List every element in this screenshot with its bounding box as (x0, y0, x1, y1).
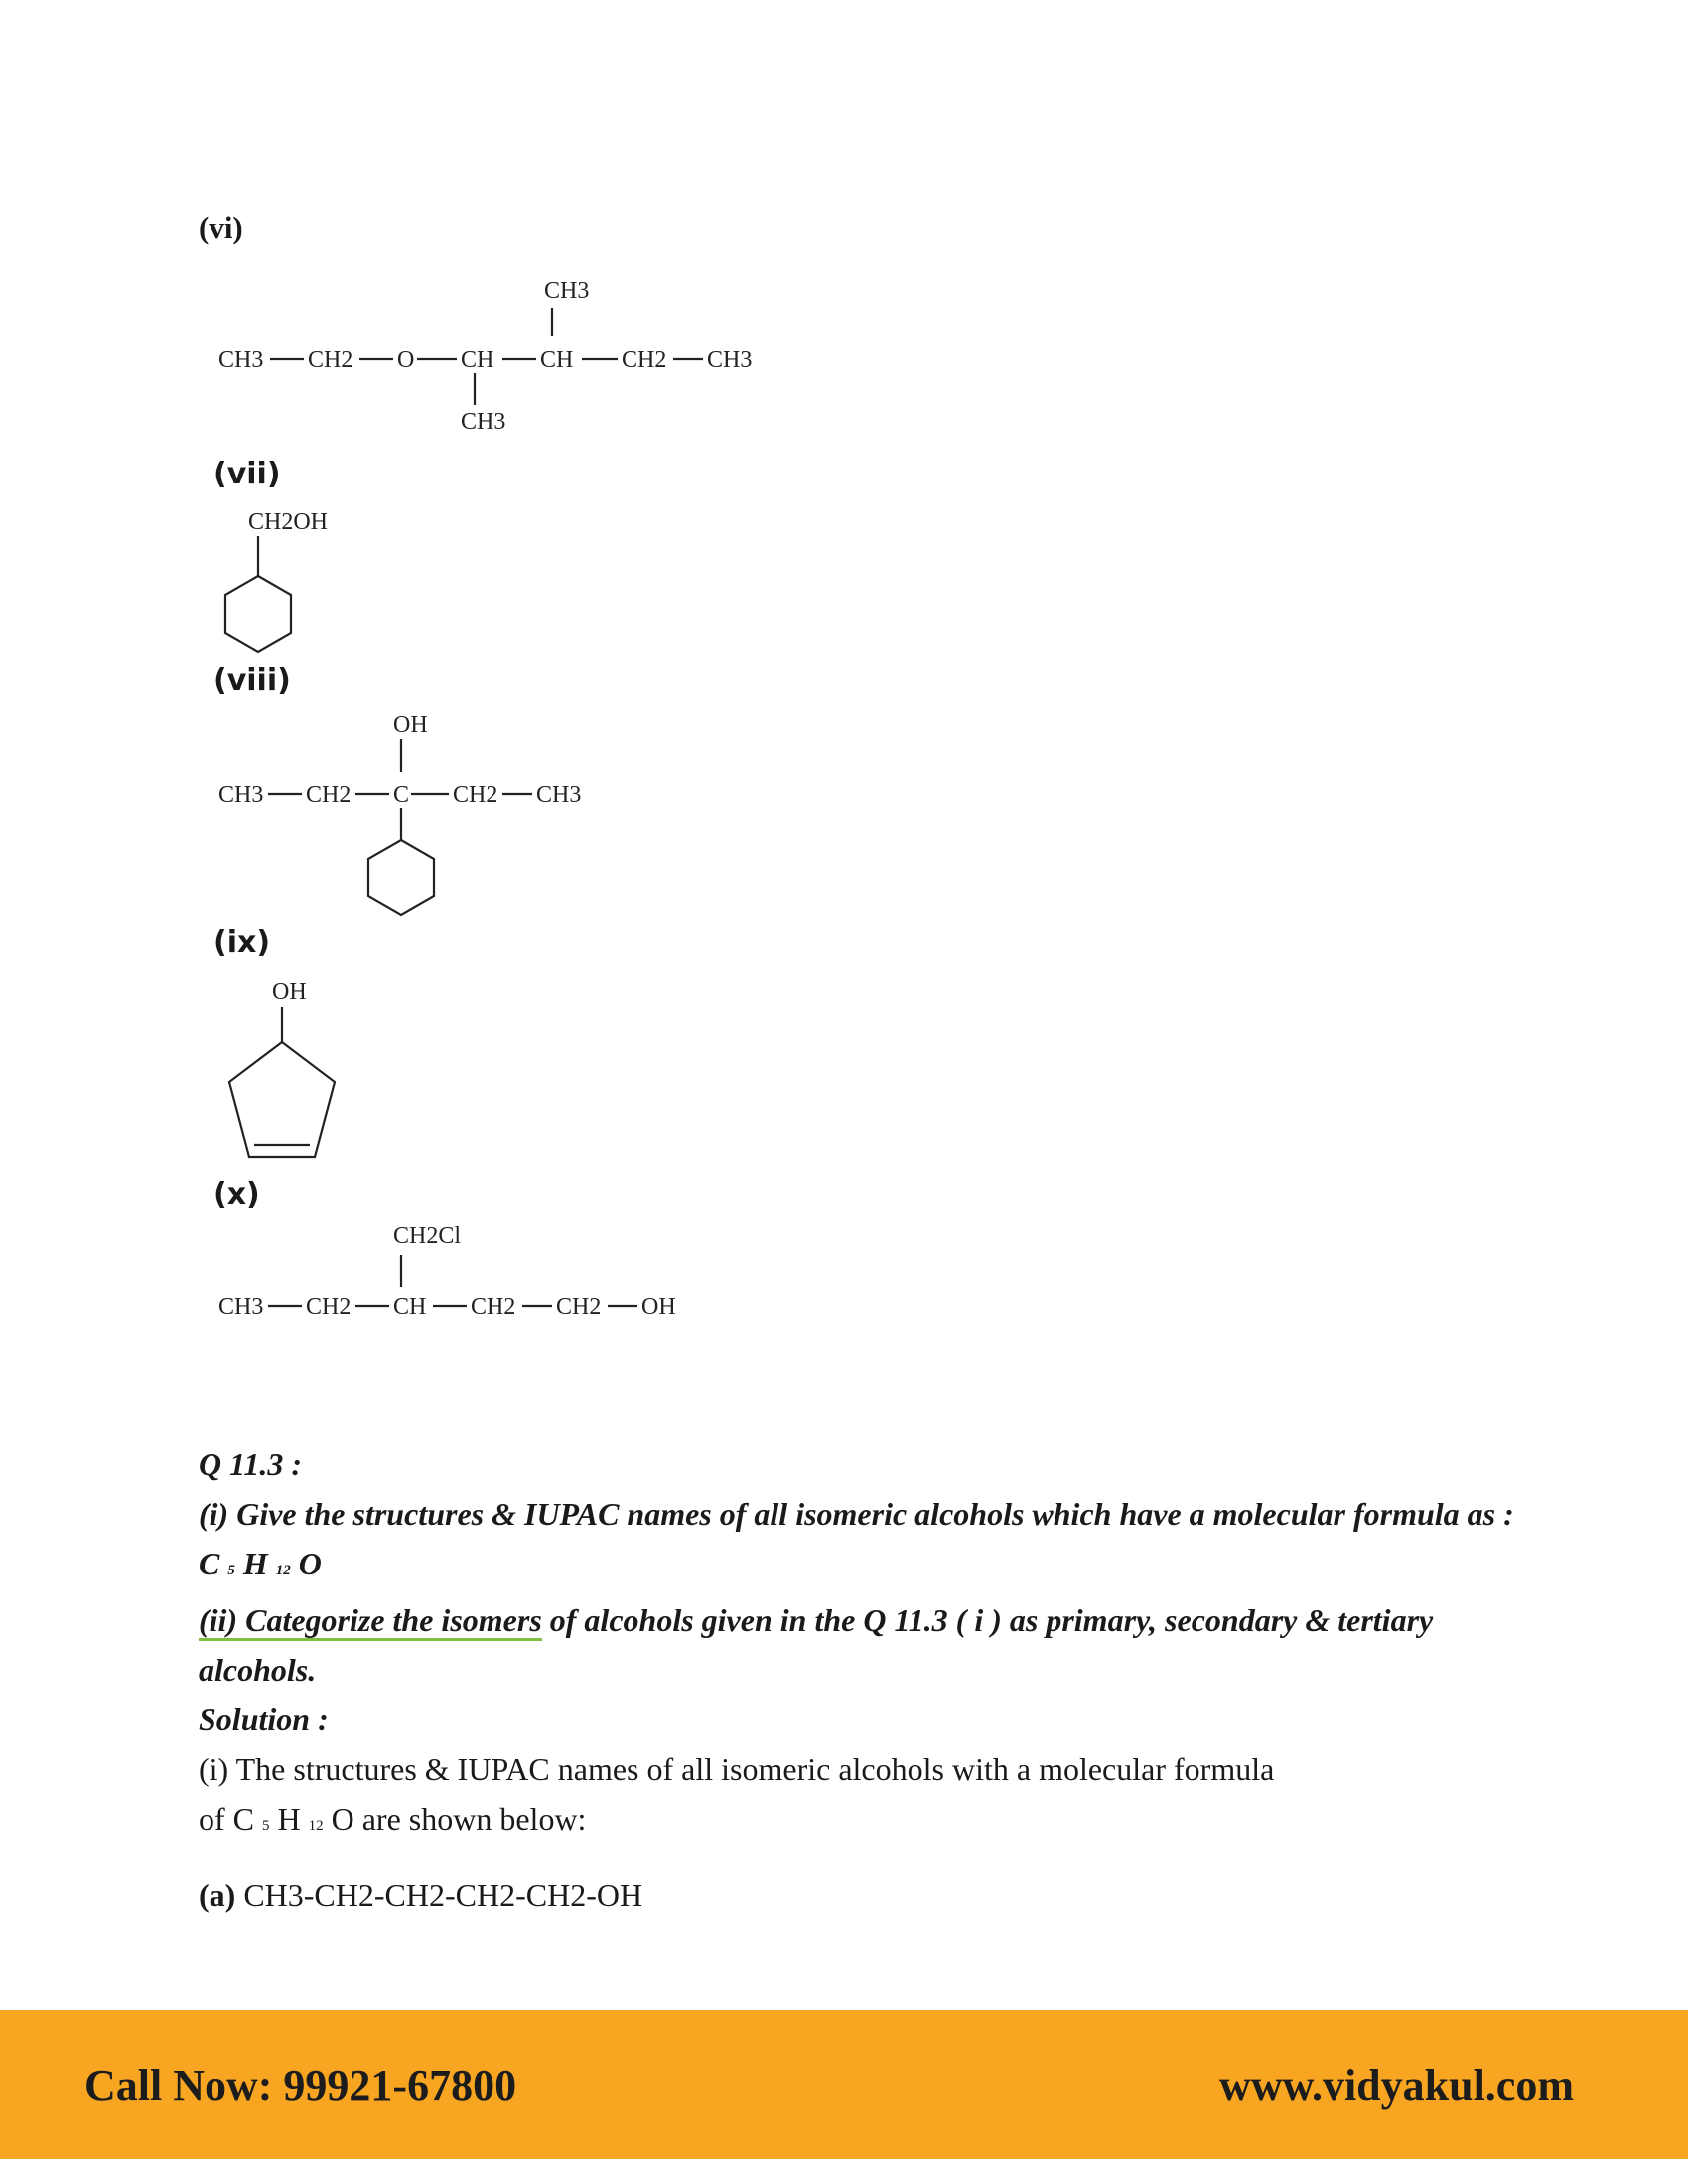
call-now-text[interactable]: Call Now: 99921-67800 (84, 2061, 517, 2110)
vi-chain-4: CH (540, 347, 574, 373)
website-link[interactable]: www.vidyakul.com (1219, 2061, 1574, 2110)
x-chain-3: CH2 (471, 1295, 516, 1320)
x-top-sub: CH2Cl (393, 1223, 462, 1249)
question-block (199, 1439, 1539, 1920)
x-chain-2: CH (393, 1295, 427, 1320)
vi-chain-5: CH2 (622, 347, 667, 373)
item-a: (a) CH3-CH2-CH2-CH2-CH2-OH (199, 1877, 643, 1913)
question-part-1: (i) Give the structures & IUPAC names of all isomeric alcohols which have a molecular formula as : (199, 1496, 1514, 1532)
vi-chain-2: O (397, 347, 415, 373)
x-chain-1: CH2 (306, 1295, 352, 1320)
viii-chain-4: CH3 (536, 782, 582, 808)
viii-top-sub: OH (393, 712, 428, 738)
label-vii: (vii) (213, 457, 281, 491)
question-part-2: (ii) Categorize the isomers of alcohols given in the Q 11.3 ( i ) as primary, secondary & tertiary alcohols. (199, 1602, 1434, 1688)
footer-bar (0, 2010, 1688, 2159)
vi-top-sub: CH3 (544, 278, 590, 304)
question-number: Q 11.3 : (199, 1446, 302, 1482)
viii-chain-3: CH2 (453, 782, 498, 808)
question-formula: C 5 H 12 O (199, 1546, 322, 1581)
viii-chain-2: C (393, 782, 410, 808)
label-ix: (ix) (213, 925, 271, 960)
vi-chain-0: CH3 (218, 347, 264, 373)
viii-chain-0: CH3 (218, 782, 264, 808)
label-viii: (viii) (213, 663, 291, 698)
solution-label: Solution : (199, 1702, 329, 1737)
viii-chain-1: CH2 (306, 782, 352, 808)
label-vi: (vi) (199, 210, 243, 245)
solution-intro-line-1: (i) The structures & IUPAC names of all isomeric alcohols with a molecular formula (199, 1751, 1275, 1787)
vi-chain-3: CH (461, 347, 494, 373)
vi-bottom-sub: CH3 (461, 409, 506, 435)
x-chain-5: OH (641, 1295, 676, 1320)
ix-sub: OH (272, 979, 307, 1005)
solution-intro-line-2: of C 5 H 12 O are shown below: (199, 1801, 587, 1837)
label-x: (x) (213, 1177, 260, 1212)
vi-chain-6: CH3 (707, 347, 753, 373)
vii-sub: CH2OH (248, 509, 329, 535)
vi-chain-1: CH2 (308, 347, 353, 373)
x-chain-4: CH2 (556, 1295, 602, 1320)
x-chain-0: CH3 (218, 1295, 264, 1320)
